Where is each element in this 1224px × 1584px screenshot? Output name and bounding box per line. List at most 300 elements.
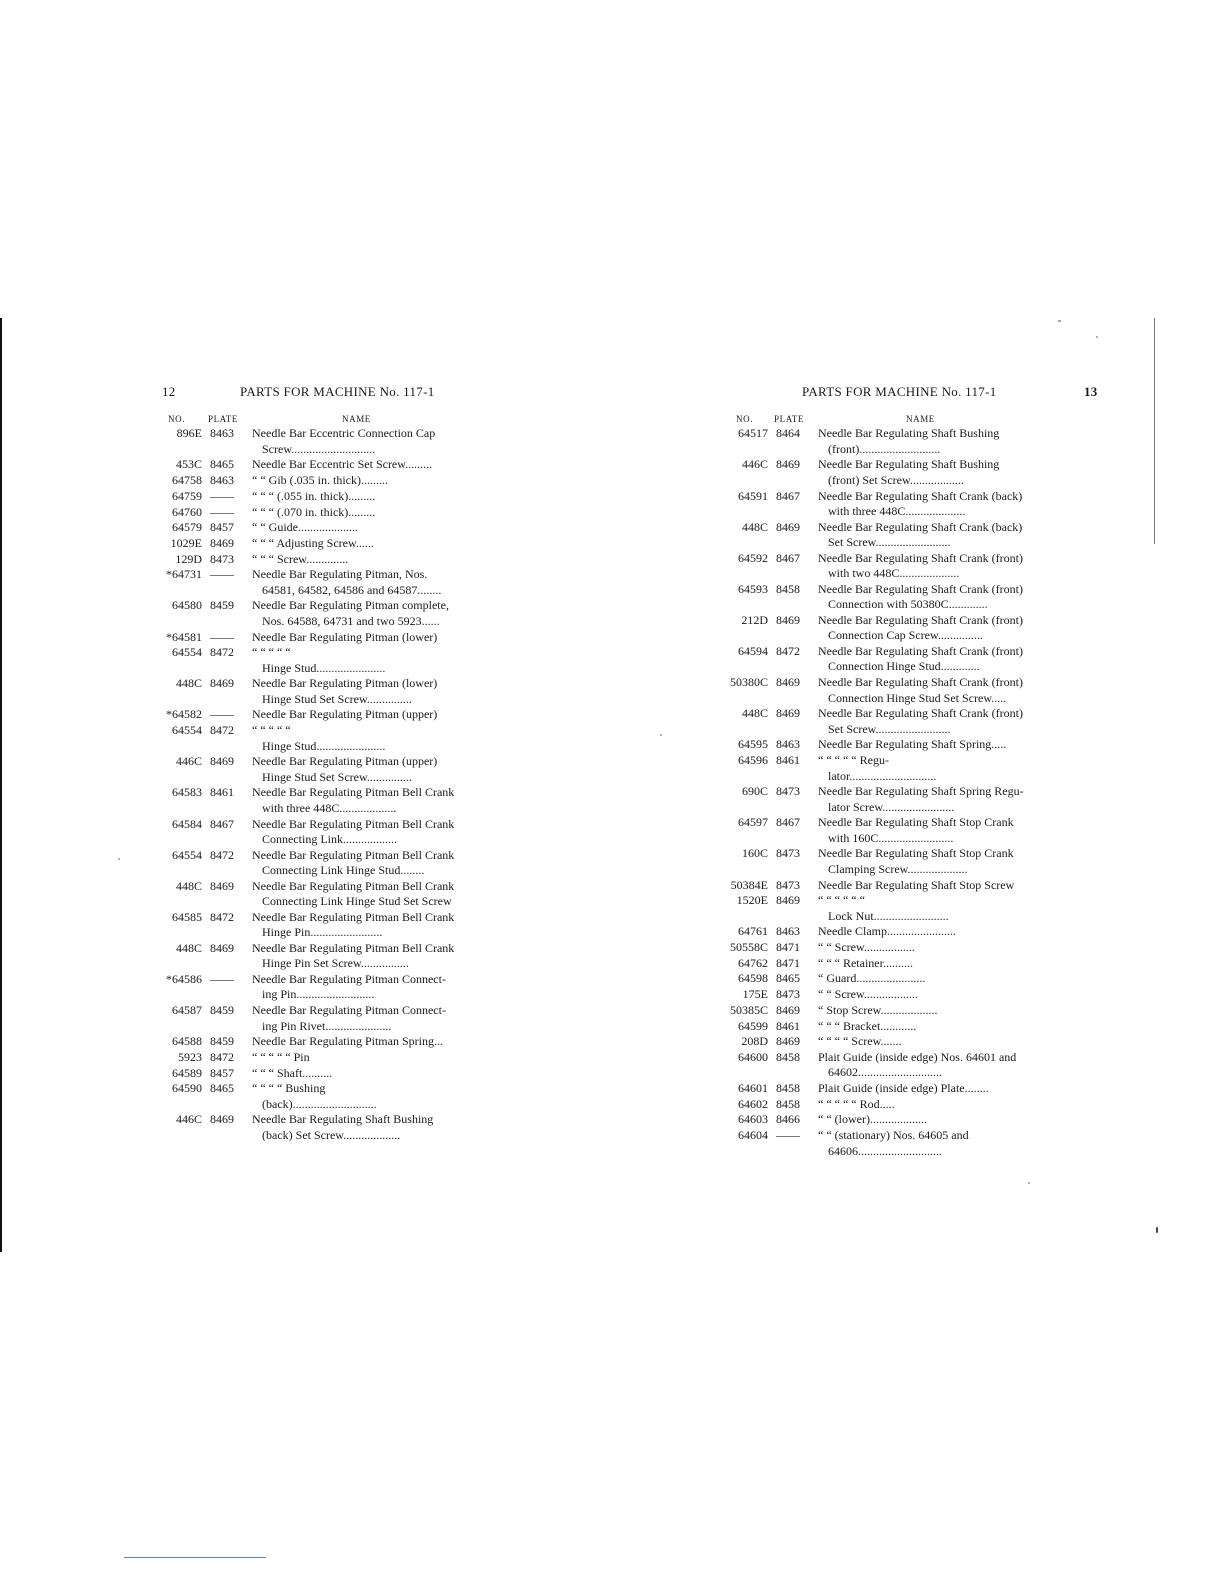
- part-name-line: “ Stop Screw...................: [818, 1002, 938, 1017]
- part-name: [252, 1066, 494, 1081]
- table-row: [162, 723, 492, 754]
- footer-rule: [124, 1557, 266, 1558]
- part-number: 64587: [172, 1003, 202, 1018]
- part-name: [818, 893, 1060, 924]
- column-header-no: NO.: [168, 414, 186, 424]
- part-name: [252, 630, 494, 645]
- part-number: 64590: [172, 1081, 202, 1096]
- table-row: [162, 598, 492, 629]
- table-row: [162, 1003, 492, 1034]
- plate-number: 8473: [776, 846, 800, 861]
- plate-number: 8469: [210, 1112, 234, 1127]
- part-name: [252, 598, 494, 629]
- part-name: [252, 505, 494, 520]
- part-number: 64759: [172, 488, 202, 503]
- page-title: PARTS FOR MACHINE No. 117-1: [240, 384, 435, 399]
- part-name: [818, 753, 1060, 784]
- part-name-line: Needle Bar Regulating Pitman Connect-: [252, 972, 446, 987]
- left-page: [162, 384, 492, 1143]
- part-number: 64602: [738, 1096, 768, 1111]
- part-name-line: ing Pin Rivet......................: [262, 1018, 392, 1033]
- table-row: [728, 956, 1058, 971]
- table-row: [728, 878, 1058, 893]
- part-name-line: Connecting Link Hinge Stud Set Screw: [262, 894, 452, 909]
- part-name-line: Needle Bar Regulating Pitman Bell Crank: [252, 847, 455, 862]
- part-name-line: “ “ Screw..................: [818, 987, 918, 1002]
- plate-number: 8472: [776, 644, 800, 659]
- part-number: 448C: [175, 676, 202, 691]
- part-name: [818, 644, 1060, 675]
- part-name: [252, 1034, 494, 1049]
- part-name-line: Needle Bar Regulating Pitman Bell Crank: [252, 940, 455, 955]
- part-number: 896E: [176, 426, 202, 441]
- part-name-line: “ “ Guide....................: [252, 520, 358, 535]
- part-name-line: 64606............................: [828, 1143, 942, 1158]
- plate-number: 8467: [776, 488, 800, 503]
- part-name: [818, 987, 1060, 1002]
- part-name: [252, 645, 494, 676]
- part-name: [252, 1112, 494, 1143]
- plate-number: 8472: [210, 723, 234, 738]
- part-name-line: Needle Bar Regulating Shaft Spring.....: [818, 737, 1007, 752]
- right-page: [728, 384, 1098, 1159]
- part-name: [252, 1003, 494, 1034]
- part-name-line: “ “ “ (.055 in. thick).........: [252, 488, 376, 503]
- table-row: [728, 1050, 1058, 1081]
- table-row: [162, 520, 492, 535]
- part-name-line: Connection Cap Screw...............: [828, 628, 983, 643]
- part-name: [818, 878, 1060, 893]
- table-row: [162, 536, 492, 551]
- part-name-line: Needle Bar Regulating Pitman complete,: [252, 598, 449, 613]
- table-row: [728, 551, 1058, 582]
- part-name-line: Needle Bar Regulating Pitman (lower): [252, 629, 438, 644]
- part-name-line: “ “ “ “ “ Pin: [252, 1049, 310, 1064]
- part-name-line: Connection Hinge Stud Set Screw.....: [828, 690, 1007, 705]
- plate-number: ——: [776, 1128, 800, 1143]
- table-row: [728, 426, 1058, 457]
- plate-number: 8459: [210, 598, 234, 613]
- part-name: [818, 956, 1060, 971]
- table-row: [162, 473, 492, 488]
- part-name-line: “ “ Screw.................: [818, 940, 915, 955]
- plate-number: 8469: [776, 1034, 800, 1049]
- part-name-line: Needle Bar Regulating Pitman Bell Crank: [252, 909, 455, 924]
- plate-number: 8473: [776, 784, 800, 799]
- part-name-line: lator Screw........................: [828, 799, 955, 814]
- plate-number: 8459: [210, 1003, 234, 1018]
- part-number: 64517: [738, 426, 768, 441]
- part-name: [252, 972, 494, 1003]
- part-number: 64589: [172, 1065, 202, 1080]
- part-name-line: Needle Bar Regulating Pitman (lower): [252, 676, 438, 691]
- left-scan-edge: [0, 318, 2, 1252]
- part-number: 64583: [172, 785, 202, 800]
- part-name-line: Needle Bar Regulating Pitman (upper): [252, 707, 438, 722]
- part-name-line: Needle Bar Regulating Shaft Bushing: [818, 457, 1000, 472]
- parts-list: [728, 426, 1058, 1159]
- table-row: [162, 457, 492, 472]
- plate-number: 8469: [776, 675, 800, 690]
- part-name-line: with three 448C....................: [828, 503, 966, 518]
- plate-number: 8469: [210, 754, 234, 769]
- table-row: [728, 987, 1058, 1002]
- part-name: [818, 582, 1060, 613]
- part-name-line: (back)............................: [262, 1096, 377, 1111]
- table-row: [162, 754, 492, 785]
- part-name-line: Needle Bar Regulating Shaft Bushing: [818, 426, 1000, 441]
- part-name: [252, 879, 494, 910]
- part-name: [818, 924, 1060, 939]
- part-name-line: Needle Bar Regulating Pitman Connect-: [252, 1003, 446, 1018]
- table-row: [162, 676, 492, 707]
- scan-speck: [660, 734, 662, 736]
- part-name-line: lator.............................: [828, 768, 937, 783]
- part-number: 208D: [741, 1034, 768, 1049]
- part-name-line: Needle Bar Regulating Shaft Crank (front): [818, 706, 1023, 721]
- plate-number: 8469: [776, 1002, 800, 1017]
- scan-speck: [1028, 1182, 1030, 1184]
- part-number: 64554: [172, 723, 202, 738]
- column-headers: [728, 406, 1058, 426]
- table-row: [728, 940, 1058, 955]
- plate-number: 8459: [210, 1034, 234, 1049]
- part-name: [252, 754, 494, 785]
- table-row: [162, 1034, 492, 1049]
- part-name-line: Plait Guide (inside edge) Plate........: [818, 1081, 989, 1096]
- plate-number: ——: [210, 629, 234, 644]
- part-number: 64761: [738, 924, 768, 939]
- page-header: [162, 384, 492, 406]
- plate-number: 8472: [210, 847, 234, 862]
- plate-number: 8463: [210, 473, 234, 488]
- plate-number: 8469: [210, 535, 234, 550]
- part-name-line: “ “ Gib (.035 in. thick).........: [252, 473, 388, 488]
- part-name: [252, 785, 494, 816]
- part-number: 64595: [738, 737, 768, 752]
- table-row: [162, 707, 492, 722]
- table-row: [162, 505, 492, 520]
- part-number: 64604: [738, 1128, 768, 1143]
- part-name: [252, 941, 494, 972]
- column-header-name: NAME: [906, 414, 935, 424]
- part-number: 212D: [741, 612, 768, 627]
- plate-number: 8461: [210, 785, 234, 800]
- part-name-line: ing Pin..........................: [262, 987, 375, 1002]
- part-name-line: Needle Bar Regulating Shaft Stop Crank: [818, 846, 1014, 861]
- plate-number: 8472: [210, 645, 234, 660]
- table-row: [162, 785, 492, 816]
- table-row: [162, 630, 492, 645]
- column-header-no: NO.: [736, 414, 754, 424]
- part-name-line: Hinge Stud.......................: [262, 738, 386, 753]
- part-name-line: Needle Bar Regulating Pitman, Nos.: [252, 567, 428, 582]
- plate-number: 8465: [776, 971, 800, 986]
- part-name-line: “ “ “ (.070 in. thick).........: [252, 504, 376, 519]
- part-name-line: “ “ “ “ “: [252, 645, 291, 660]
- page-header: [728, 384, 1098, 406]
- scan-speck: [1058, 320, 1061, 322]
- plate-number: 8469: [210, 940, 234, 955]
- part-name-line: “ “ “ Shaft..........: [252, 1065, 333, 1080]
- part-name-line: Needle Bar Regulating Shaft Stop Screw: [818, 877, 1015, 892]
- part-name-line: Needle Bar Regulating Shaft Crank (front): [818, 612, 1023, 627]
- plate-number: 8469: [210, 878, 234, 893]
- plate-number: ——: [210, 972, 234, 987]
- part-name-line: “ “ (lower)...................: [818, 1112, 927, 1127]
- table-row: [728, 846, 1058, 877]
- part-name-line: Needle Bar Regulating Shaft Crank (front): [818, 550, 1023, 565]
- right-scan-edge: [1154, 318, 1155, 544]
- table-row: [728, 1112, 1058, 1127]
- part-name: [252, 676, 494, 707]
- part-name: [818, 1050, 1060, 1081]
- part-name-line: “ “ (stationary) Nos. 64605 and: [818, 1128, 969, 1143]
- table-row: [728, 815, 1058, 846]
- part-name-line: “ “ “ “ “ Regu-: [818, 753, 889, 768]
- part-name-line: (front) Set Screw..................: [828, 472, 964, 487]
- part-number: 64591: [738, 488, 768, 503]
- plate-number: 8465: [210, 457, 234, 472]
- page-number: 13: [1084, 384, 1098, 399]
- part-number: 64592: [738, 550, 768, 565]
- part-number: 64579: [172, 520, 202, 535]
- part-name-line: Plait Guide (inside edge) Nos. 64601 and: [818, 1049, 1017, 1064]
- part-number: 64600: [738, 1049, 768, 1064]
- part-name: [818, 784, 1060, 815]
- table-row: [728, 457, 1058, 488]
- part-number: 64760: [172, 504, 202, 519]
- parts-list: [162, 426, 492, 1143]
- part-name: [818, 1034, 1060, 1049]
- part-name-line: Needle Bar Regulating Pitman Bell Crank: [252, 816, 455, 831]
- table-row: [728, 1034, 1058, 1049]
- part-name-line: Needle Bar Regulating Shaft Bushing: [252, 1112, 434, 1127]
- table-row: [162, 1081, 492, 1112]
- table-row: [162, 1066, 492, 1081]
- column-header-plate: PLATE: [208, 414, 238, 424]
- part-name: [818, 520, 1060, 551]
- table-row: [728, 582, 1058, 613]
- plate-number: 8458: [776, 581, 800, 596]
- table-row: [728, 971, 1058, 986]
- plate-number: 8469: [776, 519, 800, 534]
- table-row: [728, 1019, 1058, 1034]
- part-name-line: Connecting Link Hinge Stud........: [262, 863, 425, 878]
- part-number: 446C: [741, 457, 768, 472]
- part-name-line: Needle Bar Regulating Shaft Crank (front): [818, 581, 1023, 596]
- table-row: [728, 737, 1058, 752]
- part-number: 129D: [175, 551, 202, 566]
- part-name-line: with 160C.........................: [828, 830, 954, 845]
- plate-number: 8466: [776, 1112, 800, 1127]
- part-name: [252, 489, 494, 504]
- part-number: *64582: [166, 707, 202, 722]
- part-name: [818, 737, 1060, 752]
- plate-number: 8465: [210, 1081, 234, 1096]
- plate-number: 8467: [210, 816, 234, 831]
- part-number: 64554: [172, 847, 202, 862]
- part-number: 690C: [741, 784, 768, 799]
- page-number: 12: [162, 384, 176, 399]
- column-headers: [162, 406, 492, 426]
- plate-number: 8471: [776, 955, 800, 970]
- plate-number: ——: [210, 707, 234, 722]
- part-name-line: “ Guard.......................: [818, 971, 926, 986]
- part-name: [818, 971, 1060, 986]
- part-number: 64601: [738, 1081, 768, 1096]
- plate-number: ——: [210, 488, 234, 503]
- part-name: [818, 1003, 1060, 1018]
- part-name-line: Lock Nut.........................: [828, 908, 949, 923]
- part-name-line: Connection with 50380C.............: [828, 597, 988, 612]
- part-name-line: Hinge Stud Set Screw...............: [262, 691, 412, 706]
- plate-number: 8457: [210, 520, 234, 535]
- column-header-name: NAME: [342, 414, 371, 424]
- plate-number: 8471: [776, 940, 800, 955]
- part-number: 50380C: [729, 675, 768, 690]
- part-name-line: Connecting Link..................: [262, 831, 397, 846]
- table-row: [162, 972, 492, 1003]
- table-row: [728, 613, 1058, 644]
- table-row: [162, 848, 492, 879]
- part-number: 64588: [172, 1034, 202, 1049]
- part-number: 5923: [178, 1049, 202, 1064]
- part-name: [818, 551, 1060, 582]
- part-name-line: “ “ “ “ “ “: [818, 893, 865, 908]
- part-name: [252, 707, 494, 722]
- table-row: [162, 426, 492, 457]
- part-name-line: Connection Hinge Stud.............: [828, 659, 980, 674]
- part-name-line: Screw............................: [262, 441, 376, 456]
- part-number: 64758: [172, 473, 202, 488]
- part-name-line: Needle Bar Regulating Shaft Spring Regu-: [818, 784, 1024, 799]
- part-name-line: (front)...........................: [828, 441, 941, 456]
- part-name-line: with three 448C...................: [262, 800, 397, 815]
- part-name-line: Set Screw.........................: [828, 535, 951, 550]
- part-name: [818, 846, 1060, 877]
- part-name-line: Nos. 64588, 64731 and two 5923......: [262, 613, 440, 628]
- part-number: 64593: [738, 581, 768, 596]
- plate-number: ——: [210, 504, 234, 519]
- part-number: *64731: [166, 567, 202, 582]
- part-name: [818, 940, 1060, 955]
- part-name: [252, 552, 494, 567]
- part-name-line: Needle Bar Regulating Pitman Spring...: [252, 1034, 443, 1049]
- table-row: [728, 520, 1058, 551]
- plate-number: 8469: [776, 457, 800, 472]
- part-name-line: Hinge Stud Set Screw...............: [262, 769, 412, 784]
- scan-speck: [118, 858, 120, 860]
- part-name: [252, 536, 494, 551]
- table-row: [728, 1081, 1058, 1096]
- part-name-line: Hinge Stud.......................: [262, 660, 386, 675]
- part-name: [818, 1097, 1060, 1112]
- table-row: [728, 706, 1058, 737]
- part-name-line: Needle Bar Regulating Shaft Crank (back): [818, 488, 1023, 503]
- part-number: 446C: [175, 1112, 202, 1127]
- part-number: 64594: [738, 644, 768, 659]
- table-row: [162, 552, 492, 567]
- part-number: 175E: [742, 987, 768, 1002]
- part-name: [818, 457, 1060, 488]
- part-name-line: “ “ “ Bracket............: [818, 1018, 917, 1033]
- part-name: [818, 706, 1060, 737]
- part-name-line: Needle Bar Regulating Shaft Stop Crank: [818, 815, 1014, 830]
- part-number: 448C: [175, 940, 202, 955]
- table-row: [728, 675, 1058, 706]
- part-name: [252, 567, 494, 598]
- plate-number: 8469: [776, 706, 800, 721]
- table-row: [162, 879, 492, 910]
- part-name-line: Clamping Screw....................: [828, 861, 968, 876]
- table-row: [728, 753, 1058, 784]
- part-name: [818, 1081, 1060, 1096]
- table-row: [728, 1003, 1058, 1018]
- part-number: 64554: [172, 645, 202, 660]
- part-name-line: Needle Bar Eccentric Set Screw.........: [252, 457, 433, 472]
- part-name: [252, 520, 494, 535]
- part-name-line: “ “ “ Screw..............: [252, 551, 349, 566]
- part-name-line: Hinge Pin........................: [262, 925, 383, 940]
- plate-number: 8469: [776, 893, 800, 908]
- part-name-line: “ “ “ Retainer..........: [818, 955, 913, 970]
- part-number: 448C: [175, 878, 202, 893]
- part-number: 64599: [738, 1018, 768, 1033]
- plate-number: 8472: [210, 1049, 234, 1064]
- part-name-line: (back) Set Screw...................: [262, 1127, 401, 1142]
- plate-number: 8464: [776, 426, 800, 441]
- part-number: 50384E: [730, 877, 768, 892]
- part-name: [818, 675, 1060, 706]
- part-name-line: “ “ “ “ Bushing: [252, 1081, 326, 1096]
- part-name-line: 64602............................: [828, 1065, 942, 1080]
- part-name: [818, 1019, 1060, 1034]
- table-row: [162, 1112, 492, 1143]
- part-name: [252, 473, 494, 488]
- plate-number: 8473: [776, 877, 800, 892]
- plate-number: 8469: [776, 612, 800, 627]
- part-name: [818, 815, 1060, 846]
- plate-number: 8463: [210, 426, 234, 441]
- table-row: [162, 567, 492, 598]
- table-row: [162, 817, 492, 848]
- part-name-line: with two 448C....................: [828, 566, 960, 581]
- scan-speck: [1096, 336, 1098, 338]
- part-name-line: “ “ “ Adjusting Screw......: [252, 535, 374, 550]
- part-number: 453C: [175, 457, 202, 472]
- table-row: [728, 893, 1058, 924]
- table-row: [162, 941, 492, 972]
- part-name: [252, 1081, 494, 1112]
- part-name: [252, 457, 494, 472]
- part-number: 160C: [741, 846, 768, 861]
- part-number: 64598: [738, 971, 768, 986]
- part-number: 64597: [738, 815, 768, 830]
- plate-number: 8469: [210, 676, 234, 691]
- part-number: 64596: [738, 753, 768, 768]
- table-row: [162, 910, 492, 941]
- part-number: 446C: [175, 754, 202, 769]
- plate-number: 8463: [776, 737, 800, 752]
- part-name: [818, 613, 1060, 644]
- table-row: [728, 784, 1058, 815]
- part-name-line: Needle Bar Regulating Shaft Crank (front): [818, 644, 1023, 659]
- part-name-line: Needle Bar Regulating Shaft Crank (back): [818, 519, 1023, 534]
- part-number: 50558C: [729, 940, 768, 955]
- part-number: 64603: [738, 1112, 768, 1127]
- part-number: 1520E: [736, 893, 768, 908]
